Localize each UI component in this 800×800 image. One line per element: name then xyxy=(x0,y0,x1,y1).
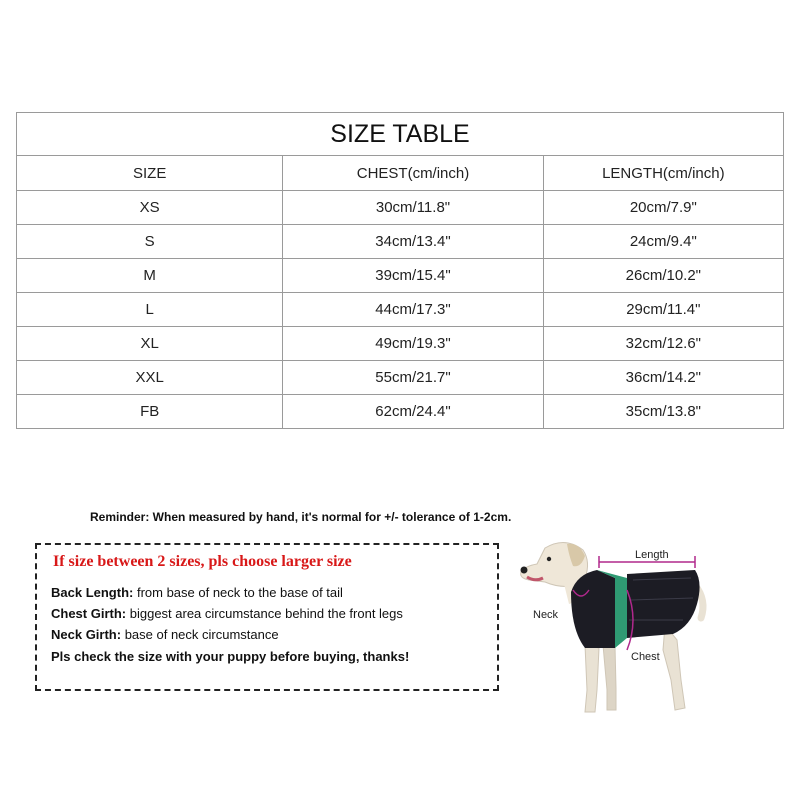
dog-coat xyxy=(571,570,700,648)
chest-cell: 39cm/15.4" xyxy=(283,259,543,293)
check-note: Pls check the size with your puppy before buying, thanks! xyxy=(51,649,410,664)
header-length: LENGTH(cm/inch) xyxy=(543,156,783,191)
length-cell: 24cm/9.4" xyxy=(543,225,783,259)
chest-cell: 34cm/13.4" xyxy=(283,225,543,259)
size-cell: XL xyxy=(17,327,283,361)
dog-measurement-diagram xyxy=(515,530,715,725)
size-cell: S xyxy=(17,225,283,259)
size-notes-box xyxy=(35,543,499,691)
chest-cell: 44cm/17.3" xyxy=(283,293,543,327)
table-row xyxy=(17,293,784,327)
length-cell: 29cm/11.4" xyxy=(543,293,783,327)
size-cell: XXL xyxy=(17,361,283,395)
size-cell: XS xyxy=(17,191,283,225)
header-size: SIZE xyxy=(17,156,283,191)
length-cell: 35cm/13.8" xyxy=(543,395,783,429)
neck-label: Neck xyxy=(533,609,559,621)
back-length-note xyxy=(51,585,343,600)
back-length-label: Back Length: xyxy=(51,585,134,600)
reminder-text: Reminder: When measured by hand, it's normal for +/- tolerance of 1-2cm. xyxy=(90,510,512,524)
chest-girth-text: biggest area circumstance behind the front legs xyxy=(126,606,403,621)
length-cell: 32cm/12.6" xyxy=(543,327,783,361)
chest-label: Chest xyxy=(631,651,660,663)
size-cell: FB xyxy=(17,395,283,429)
back-length-text: from base of neck to the base of tail xyxy=(133,585,343,600)
neck-girth-note xyxy=(51,627,279,642)
table-row xyxy=(17,259,784,293)
chest-cell: 49cm/19.3" xyxy=(283,327,543,361)
table-row xyxy=(17,395,784,429)
chest-cell: 55cm/21.7" xyxy=(283,361,543,395)
length-cell: 26cm/10.2" xyxy=(543,259,783,293)
size-cell: M xyxy=(17,259,283,293)
size-table xyxy=(16,112,784,429)
chest-cell: 62cm/24.4" xyxy=(283,395,543,429)
chest-girth-label: Chest Girth: xyxy=(51,606,127,621)
length-cell: 20cm/7.9" xyxy=(543,191,783,225)
neck-girth-label: Neck Girth: xyxy=(51,627,122,642)
length-label: Length xyxy=(635,549,669,561)
header-chest: CHEST(cm/inch) xyxy=(283,156,543,191)
table-row xyxy=(17,361,784,395)
size-cell: L xyxy=(17,293,283,327)
table-row xyxy=(17,191,784,225)
table-title: SIZE TABLE xyxy=(17,113,784,156)
chest-cell: 30cm/11.8" xyxy=(283,191,543,225)
neck-girth-text: base of neck circumstance xyxy=(121,627,279,642)
size-warning: If size between 2 sizes, pls choose larger size xyxy=(53,553,352,570)
length-cell: 36cm/14.2" xyxy=(543,361,783,395)
table-row xyxy=(17,327,784,361)
chest-girth-note xyxy=(51,606,403,621)
table-row xyxy=(17,225,784,259)
